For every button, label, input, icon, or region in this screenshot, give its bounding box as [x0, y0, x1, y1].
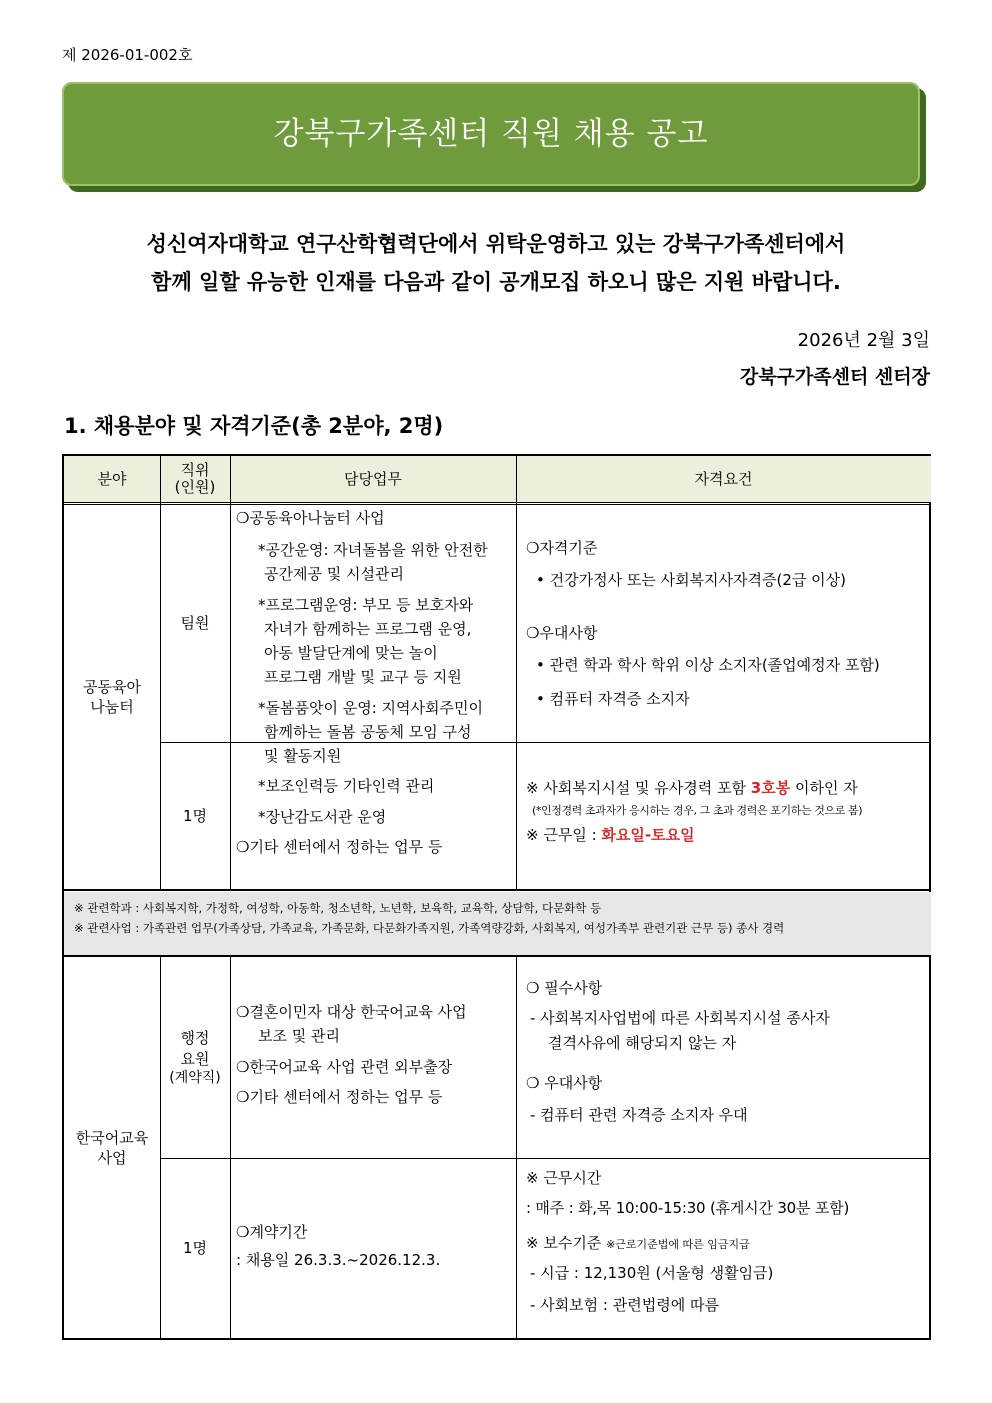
- pay-note: ※근로기준법에 따른 임금지급: [606, 1237, 750, 1251]
- duty-item: *돌봄품앗이 운영: 지역사회주민이: [258, 698, 483, 717]
- row2-field-line2: 사업: [97, 1149, 127, 1167]
- row2-position-line3: (계약직): [169, 1069, 221, 1086]
- qual-item: • 관련 학과 학사 학위 이상 소지자(졸업예정자 포함): [536, 655, 880, 674]
- duty-item: *장난감도서관 운영: [258, 807, 387, 826]
- row1-field: [64, 505, 160, 889]
- section-title: 1. 채용분야 및 자격기준(총 2분야, 2명): [64, 414, 444, 438]
- signer: 강북구가족센터 센터장: [739, 366, 930, 388]
- duty-item: : 채용일 26.3.3.~2026.12.3.: [236, 1251, 441, 1270]
- row2-position: [160, 958, 230, 1158]
- header-divider: [64, 502, 929, 505]
- row2-duties-bottom: [236, 1222, 516, 1302]
- header-position-line2: (인원): [174, 478, 216, 496]
- title-banner: [62, 82, 920, 186]
- intro-line-2: 함께 일할 유능한 인재를 다음과 같이 공개모집 하오니 많은 지원 바랍니다.: [151, 270, 841, 294]
- related-notes: [64, 892, 931, 955]
- duty-item: ❍계약기간: [236, 1223, 308, 1241]
- row1-qualifications-bottom: [526, 778, 931, 888]
- col-divider: [516, 956, 517, 1340]
- header-field: 분야: [64, 456, 160, 502]
- duty-item: ❍결혼이민자 대상 한국어교육 사업: [236, 1003, 467, 1021]
- col-divider: [160, 956, 161, 1340]
- row2-qualifications-top: [526, 978, 926, 1153]
- row1-duties: [236, 508, 514, 888]
- banner-title: 강북구가족센터 직원 채용 공고: [273, 116, 709, 152]
- duty-item: *보조인력등 기타인력 관리: [258, 777, 435, 796]
- header-qualifications: 자격요건: [516, 456, 931, 502]
- qual-item: ❍우대사항: [526, 623, 598, 642]
- qual-item: ❍ 우대사항: [526, 1073, 603, 1092]
- duty-item: 자녀가 함께하는 프로그램 운영,: [264, 619, 472, 638]
- qual-item: - 사회복지사업법에 따른 사회복지시설 종사자: [530, 1009, 830, 1028]
- qual-item: - 컴퓨터 관련 자격증 소지자 우대: [530, 1106, 748, 1124]
- recruitment-table: [62, 454, 931, 1340]
- qual-item: ❍ 필수사항: [526, 979, 603, 997]
- announcement-date: 2026년 2월 3일: [797, 330, 930, 351]
- pay-insurance: - 사회보험 : 관련법령에 따름: [530, 1296, 719, 1314]
- row1-split-line: [160, 742, 929, 743]
- row2-duties-top: [236, 1002, 516, 1152]
- workday-highlight: 화요일-토요일: [601, 826, 695, 845]
- duty-item: ❍한국어교육 사업 관련 외부출장: [236, 1057, 453, 1076]
- hours-title: ※ 근무시간: [526, 1169, 602, 1187]
- pay-standard: [526, 1233, 931, 1253]
- qual-item: ❍자격기준: [526, 539, 598, 557]
- duty-item: ❍공동육아나눔터 사업: [236, 509, 385, 527]
- col-divider: [516, 456, 517, 889]
- workday-prefix: ※ 근무일 :: [526, 826, 597, 845]
- header-duties: 담당업무: [230, 456, 516, 502]
- career-note: (*인정경력 초과자가 응시하는 경우, 그 초과 경력은 포기하는 것으로 봄): [532, 804, 863, 818]
- row2-field: [64, 958, 160, 1338]
- qual-item: • 건강가정사 또는 사회복지사자격증(2급 이상): [536, 571, 846, 590]
- row1-field-line1: 공동육아: [83, 677, 141, 696]
- duty-item: 아동 발달단계에 맞는 놀이: [264, 644, 438, 662]
- col-divider: [230, 456, 231, 889]
- notes-top-line: [64, 889, 929, 891]
- qual-item: • 컴퓨터 자격증 소지자: [536, 690, 690, 708]
- row1-field-line2: 나눔터: [90, 698, 134, 716]
- intro-line-1: 성신여자대학교 연구산학협력단에서 위탁운영하고 있는 강북구가족센터에서: [146, 232, 846, 256]
- duty-item: *공간운영: 자녀돌봄을 위한 안전한: [258, 541, 488, 559]
- duty-item: ❍기타 센터에서 정하는 업무 등: [236, 837, 443, 856]
- career-highlight: 3호봉: [750, 779, 791, 797]
- career-suffix: 이하인 자: [795, 779, 858, 797]
- career-requirement: [526, 778, 931, 798]
- pay-title: ※ 보수기준: [526, 1233, 602, 1252]
- header-position: [160, 456, 230, 502]
- row2-split-line: [160, 1158, 929, 1159]
- career-prefix: ※ 사회복지시설 및 유사경력 포함: [526, 779, 747, 797]
- header-position-line1: 직위: [180, 460, 210, 479]
- note-item: ※ 관련사업 : 가족관련 업무(가족상담, 가족교육, 가족문화, 다문화가족지원, 가족역량강화, 사회복지, 여성가족부 관련기관 근무 등) 종사 경력: [74, 921, 785, 936]
- row1-position: 팀원: [180, 614, 210, 633]
- row2-position-line1: 행정: [180, 1029, 210, 1048]
- note-item: ※ 관련학과 : 사회복지학, 가정학, 여성학, 아동학, 청소년학, 노년학, 보육학, 교육학, 상담학, 다문화학 등: [74, 901, 602, 915]
- duty-item: *프로그램운영: 부모 등 보호자와: [258, 595, 474, 614]
- row2-field-line1: 한국어교육: [75, 1128, 149, 1147]
- col-divider: [160, 456, 161, 889]
- row1-qualifications-top: [526, 538, 926, 738]
- col-divider: [230, 956, 231, 1340]
- duty-item: 함께하는 돌봄 공동체 모임 구성: [264, 722, 472, 741]
- pay-hourly: - 시급 : 12,130원 (서울형 생활임금): [530, 1263, 774, 1282]
- row2-position-line2: 요원: [180, 1049, 210, 1068]
- hours-value: : 매주 : 화,목 10:00-15:30 (휴게시간 30분 포함): [526, 1199, 850, 1218]
- qual-item: 결격사유에 해당되지 않는 자: [548, 1033, 737, 1052]
- row2-qualifications-bottom: [526, 1168, 931, 1338]
- duty-item: 및 활동지원: [264, 747, 342, 765]
- duty-item: 프로그램 개발 및 교구 등 지원: [264, 668, 462, 687]
- duty-item: 공간제공 및 시설관리: [264, 565, 404, 584]
- row1-count: 1명: [182, 806, 208, 825]
- notes-bottom-line: [64, 955, 929, 957]
- duty-item: 보조 및 관리: [258, 1027, 340, 1046]
- document-number: 제 2026-01-002호: [62, 46, 193, 64]
- row2-count: 1명: [182, 1239, 208, 1258]
- duty-item: ❍기타 센터에서 정하는 업무 등: [236, 1087, 443, 1106]
- workday: [526, 825, 931, 845]
